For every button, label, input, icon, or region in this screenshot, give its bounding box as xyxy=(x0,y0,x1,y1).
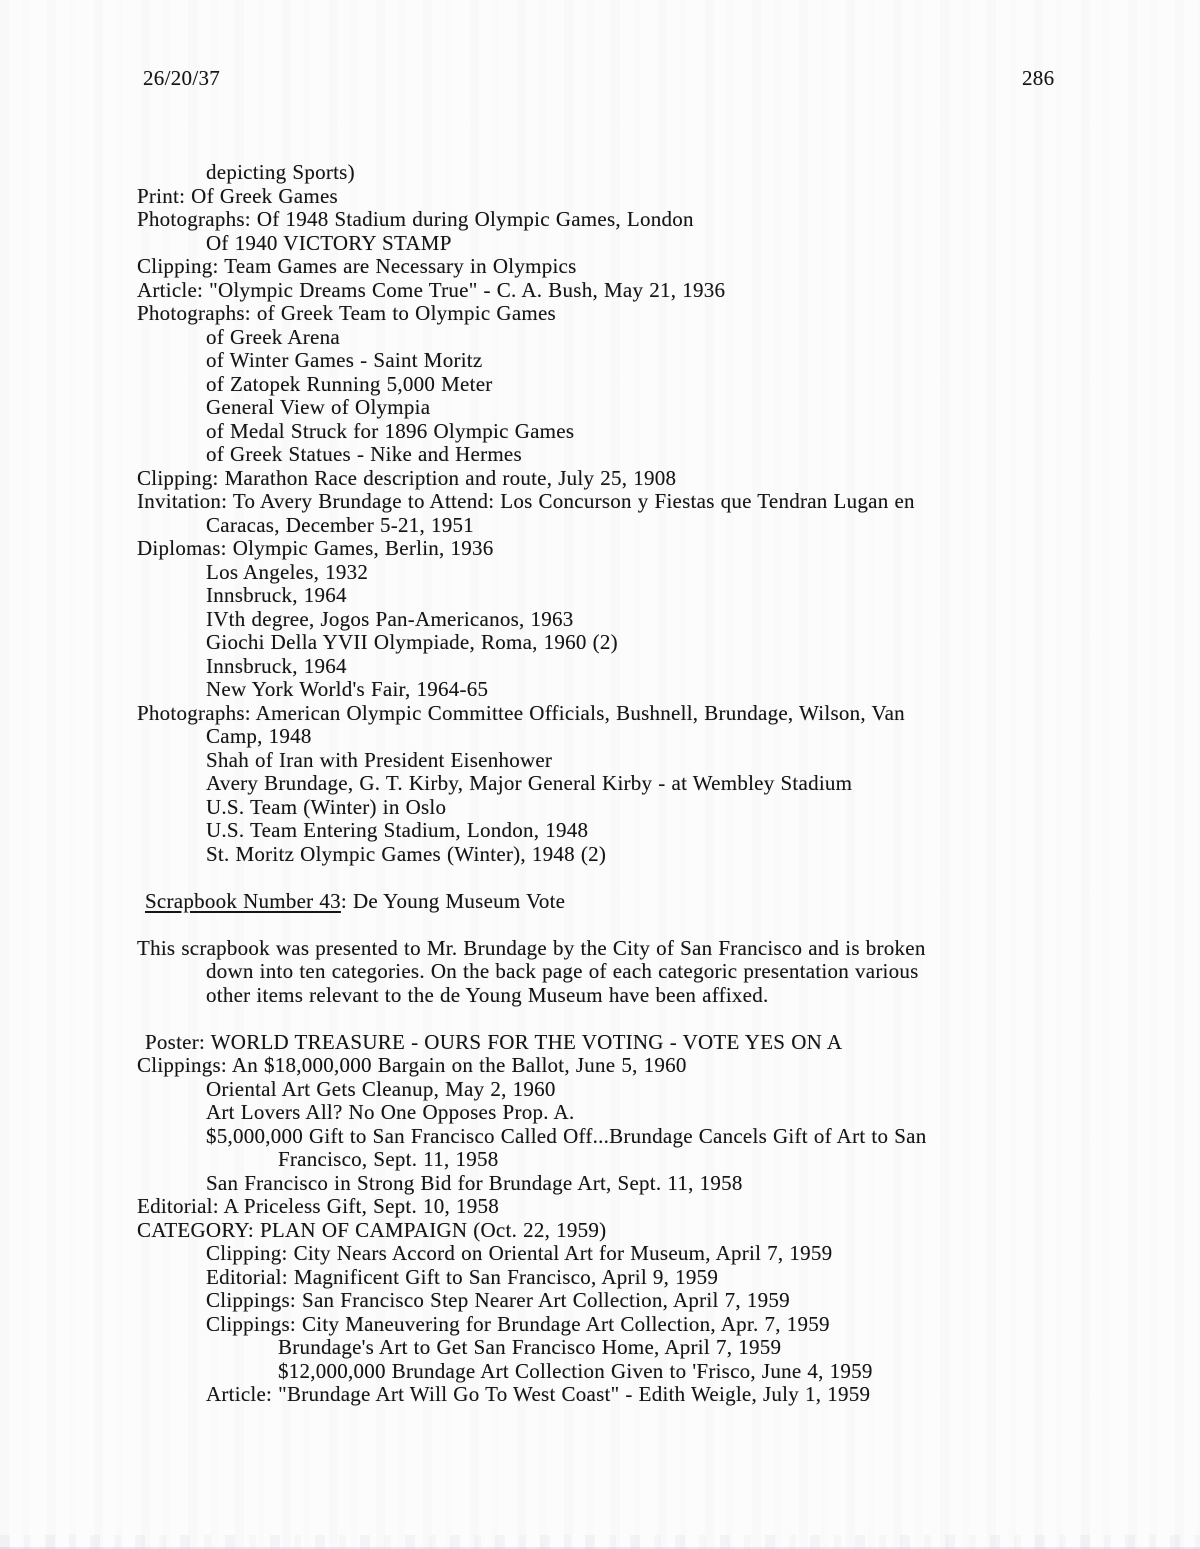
document-line xyxy=(137,772,1177,796)
document-line xyxy=(137,866,1177,890)
line-text: Clipping: Marathon Race description and route, July 25, 1908 xyxy=(137,465,677,490)
document-line xyxy=(137,1031,1177,1055)
archive-code: 26/20/37 xyxy=(143,66,221,90)
line-text: Innsbruck, 1964 xyxy=(206,583,347,607)
line-text xyxy=(137,865,143,889)
line-text: Giochi Della YVII Olympiade, Roma, 1960 (2) xyxy=(206,630,618,654)
line-text: Francisco, Sept. 11, 1958 xyxy=(278,1147,499,1171)
line-text: General View of Olympia xyxy=(206,395,431,419)
document-line xyxy=(137,702,1177,726)
document-line xyxy=(137,796,1177,820)
document-line xyxy=(137,678,1177,702)
document-line xyxy=(137,396,1177,420)
document-line xyxy=(137,655,1177,679)
document-line xyxy=(137,537,1177,561)
document-line xyxy=(137,1383,1177,1407)
line-text: : De Young Museum Vote xyxy=(340,888,566,913)
document-line xyxy=(137,208,1177,232)
line-text xyxy=(137,912,143,936)
line-text: of Winter Games - Saint Moritz xyxy=(206,348,483,372)
line-text: depicting Sports) xyxy=(206,160,355,184)
document-line xyxy=(137,1054,1177,1078)
line-text: Article: "Olympic Dreams Come True" - C. A. Bush, May 21, 1936 xyxy=(137,277,726,302)
document-line xyxy=(137,1125,1177,1149)
document-line xyxy=(137,1336,1177,1360)
document-line xyxy=(137,161,1177,185)
line-text: Clippings: An $18,000,000 Bargain on the Ballot, June 5, 1960 xyxy=(137,1053,687,1077)
line-text: Invitation: To Avery Brundage to Attend: Los Concurson y Fiestas que Tendran Lugan en xyxy=(137,489,915,513)
line-text: of Zatopek Running 5,000 Meter xyxy=(206,371,493,396)
document-line xyxy=(137,490,1177,514)
page-number: 286 xyxy=(1022,66,1055,90)
document-line xyxy=(137,1289,1177,1313)
document-line xyxy=(137,1242,1177,1266)
line-text: Art Lovers All? No One Opposes Prop. A. xyxy=(206,1100,575,1124)
document-line xyxy=(137,843,1177,867)
document-line xyxy=(137,514,1177,538)
line-text: New York World's Fair, 1964-65 xyxy=(206,677,489,701)
document-line xyxy=(137,960,1177,984)
document-line xyxy=(137,984,1177,1008)
line-text: Innsbruck, 1964 xyxy=(206,653,347,678)
document-line xyxy=(137,1101,1177,1125)
document-line xyxy=(137,1313,1177,1337)
line-text: Camp, 1948 xyxy=(206,724,312,748)
document-line xyxy=(137,561,1177,585)
line-text: Los Angeles, 1932 xyxy=(206,559,369,584)
document-line xyxy=(137,255,1177,279)
line-text: $5,000,000 Gift to San Francisco Called Off...Brundage Cancels Gift of Art to San xyxy=(206,1123,927,1148)
line-text: Clippings: San Francisco Step Nearer Art Collection, April 7, 1959 xyxy=(206,1288,790,1312)
document-line xyxy=(137,232,1177,256)
line-text: IVth degree, Jogos Pan-Americanos, 1963 xyxy=(206,606,574,631)
document-line xyxy=(137,584,1177,608)
line-text: U.S. Team Entering Stadium, London, 1948 xyxy=(206,818,589,842)
line-text: Clipping: Team Games are Necessary in Olympics xyxy=(137,254,577,278)
document-line xyxy=(137,749,1177,773)
document-line xyxy=(137,302,1177,326)
line-text: Clipping: City Nears Accord on Oriental Art for Museum, April 7, 1959 xyxy=(206,1241,833,1265)
document-line xyxy=(137,819,1177,843)
scan-edge-artifact xyxy=(0,1535,1200,1549)
document-line xyxy=(137,1266,1177,1290)
line-text: Diplomas: Olympic Games, Berlin, 1936 xyxy=(137,536,494,560)
document-line xyxy=(137,467,1177,491)
line-text: Clippings: City Maneuvering for Brundage Art Collection, Apr. 7, 1959 xyxy=(206,1311,830,1336)
document-line xyxy=(137,631,1177,655)
line-text: CATEGORY: PLAN OF CAMPAIGN (Oct. 22, 1959) xyxy=(137,1217,607,1242)
line-text: San Francisco in Strong Bid for Brundage Art, Sept. 11, 1958 xyxy=(206,1170,743,1195)
document-line xyxy=(137,937,1177,961)
line-text xyxy=(137,1006,143,1030)
line-text: of Medal Struck for 1896 Olympic Games xyxy=(206,418,575,443)
line-text: Brundage's Art to Get San Francisco Home, April 7, 1959 xyxy=(278,1335,782,1359)
line-text: U.S. Team (Winter) in Oslo xyxy=(206,794,447,819)
line-text: Photographs: of Greek Team to Olympic Games xyxy=(137,301,556,325)
line-text: of Greek Statues - Nike and Hermes xyxy=(206,442,522,466)
line-text: Print: Of Greek Games xyxy=(137,183,338,208)
line-text: Shah of Iran with President Eisenhower xyxy=(206,747,553,772)
line-text: Poster: WORLD TREASURE - OURS FOR THE VOTING - VOTE YES ON A xyxy=(145,1029,843,1054)
line-text: $12,000,000 Brundage Art Collection Given to 'Frisco, June 4, 1959 xyxy=(278,1358,873,1383)
line-text: Editorial: A Priceless Gift, Sept. 10, 1958 xyxy=(137,1194,499,1218)
document-line xyxy=(137,890,1177,914)
document-line xyxy=(137,420,1177,444)
line-text: Caracas, December 5-21, 1951 xyxy=(206,512,474,537)
line-text: Avery Brundage, G. T. Kirby, Major General Kirby - at Wembley Stadium xyxy=(206,771,853,795)
document-body xyxy=(137,161,1177,1407)
document-line xyxy=(137,349,1177,373)
line-text: St. Moritz Olympic Games (Winter), 1948 (2) xyxy=(206,841,607,866)
document-line xyxy=(137,185,1177,209)
line-text: This scrapbook was presented to Mr. Brundage by the City of San Francisco and is broken xyxy=(137,935,926,960)
line-text: down into ten categories. On the back page of each categoric presentation various xyxy=(206,959,919,983)
document-line xyxy=(137,725,1177,749)
document-line xyxy=(137,279,1177,303)
document-line xyxy=(137,1078,1177,1102)
line-text: Photographs: American Olympic Committee Officials, Bushnell, Brundage, Wilson, Van xyxy=(137,700,905,725)
document-line xyxy=(137,1360,1177,1384)
line-text: Article: "Brundage Art Will Go To West Coast" - Edith Weigle, July 1, 1959 xyxy=(206,1382,871,1406)
line-text: Of 1940 VICTORY STAMP xyxy=(206,230,452,255)
document-line xyxy=(137,913,1177,937)
document-line xyxy=(137,1219,1177,1243)
document-line xyxy=(137,1172,1177,1196)
line-text: Oriental Art Gets Cleanup, May 2, 1960 xyxy=(206,1076,556,1101)
line-text: Photographs: Of 1948 Stadium during Olympic Games, London xyxy=(137,207,694,231)
document-line xyxy=(137,1148,1177,1172)
line-text: Editorial: Magnificent Gift to San Francisco, April 9, 1959 xyxy=(206,1264,719,1289)
line-text: other items relevant to the de Young Museum have been affixed. xyxy=(206,982,769,1007)
document-line xyxy=(137,1195,1177,1219)
document-line xyxy=(137,373,1177,397)
underlined-heading: Scrapbook Number 43 xyxy=(145,888,341,913)
document-line xyxy=(137,443,1177,467)
document-line xyxy=(137,1007,1177,1031)
document-line xyxy=(137,326,1177,350)
line-text: of Greek Arena xyxy=(206,324,340,349)
document-line xyxy=(137,608,1177,632)
